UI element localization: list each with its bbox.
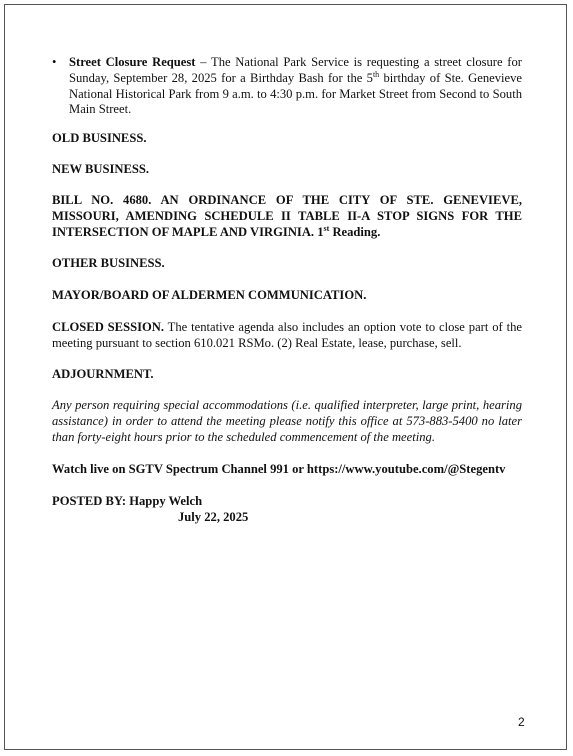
adjournment-heading: ADJOURNMENT. — [52, 367, 154, 381]
new-business-heading: NEW BUSINESS. — [52, 162, 150, 176]
bill-heading — [52, 193, 522, 240]
bill-reading: Reading. — [329, 224, 381, 239]
street-closure-text — [69, 55, 522, 118]
closed-session-paragraph — [52, 320, 522, 352]
posted-date: July 22, 2025 — [178, 509, 249, 524]
street-closure-title: Street Closure Request — [69, 55, 196, 69]
posted-by — [52, 494, 522, 524]
closed-session-label: CLOSED SESSION. — [52, 320, 165, 334]
mayor-communication-heading: MAYOR/BOARD OF ALDERMEN COMMUNICATION. — [52, 288, 367, 302]
street-closure-body-2: birthday of Ste. Genevieve National Historical Park from 9 a.m. to 4:30 p.m. for Market Street from Second to South Main Street. — [69, 70, 522, 117]
street-closure-dash: – — [195, 55, 211, 69]
watch-live-line: Watch live on SGTV Spectrum Channel 991 or https://www.youtube.com/@Stegentv — [52, 462, 506, 476]
bill-text: BILL NO. 4680. AN ORDINANCE OF THE CITY OF STE. GENEVIEVE, MISSOURI, AMENDING SCHEDULE II TABLE II-A STOP SIGNS FOR THE INTERSECTION OF MAPLE AND VIRGINIA. 1 — [52, 193, 522, 239]
accommodations-notice: Any person requiring special accommodations (i.e. qualified interpreter, large print, hearing assistance) in order to attend the meeting please notify this office at 573-883-5400 no later than forty-eight hours prior to the scheduled commencement of the meeting. — [52, 398, 522, 444]
other-business-heading: OTHER BUSINESS. — [52, 256, 165, 270]
street-closure-sup: th — [372, 69, 380, 79]
page-number: 2 — [518, 715, 525, 729]
bill-sup: st — [323, 223, 330, 233]
posted-by-label: POSTED BY: Happy Welch — [52, 494, 203, 508]
street-closure-body-1: The National Park Service is requesting a street closure for Sunday, September 28, 2025 for a Birthday Bash for the 5 — [69, 55, 522, 85]
closed-session-text: The tentative agenda also includes an option vote to close part of the meeting pursuant to section 610.021 RSMo. (2) Real Estate, lease, purchase, sell. — [52, 320, 523, 350]
document-page — [4, 4, 567, 750]
agenda-content — [5, 5, 566, 749]
bullet-icon: • — [52, 55, 57, 69]
old-business-heading: OLD BUSINESS. — [52, 131, 147, 145]
